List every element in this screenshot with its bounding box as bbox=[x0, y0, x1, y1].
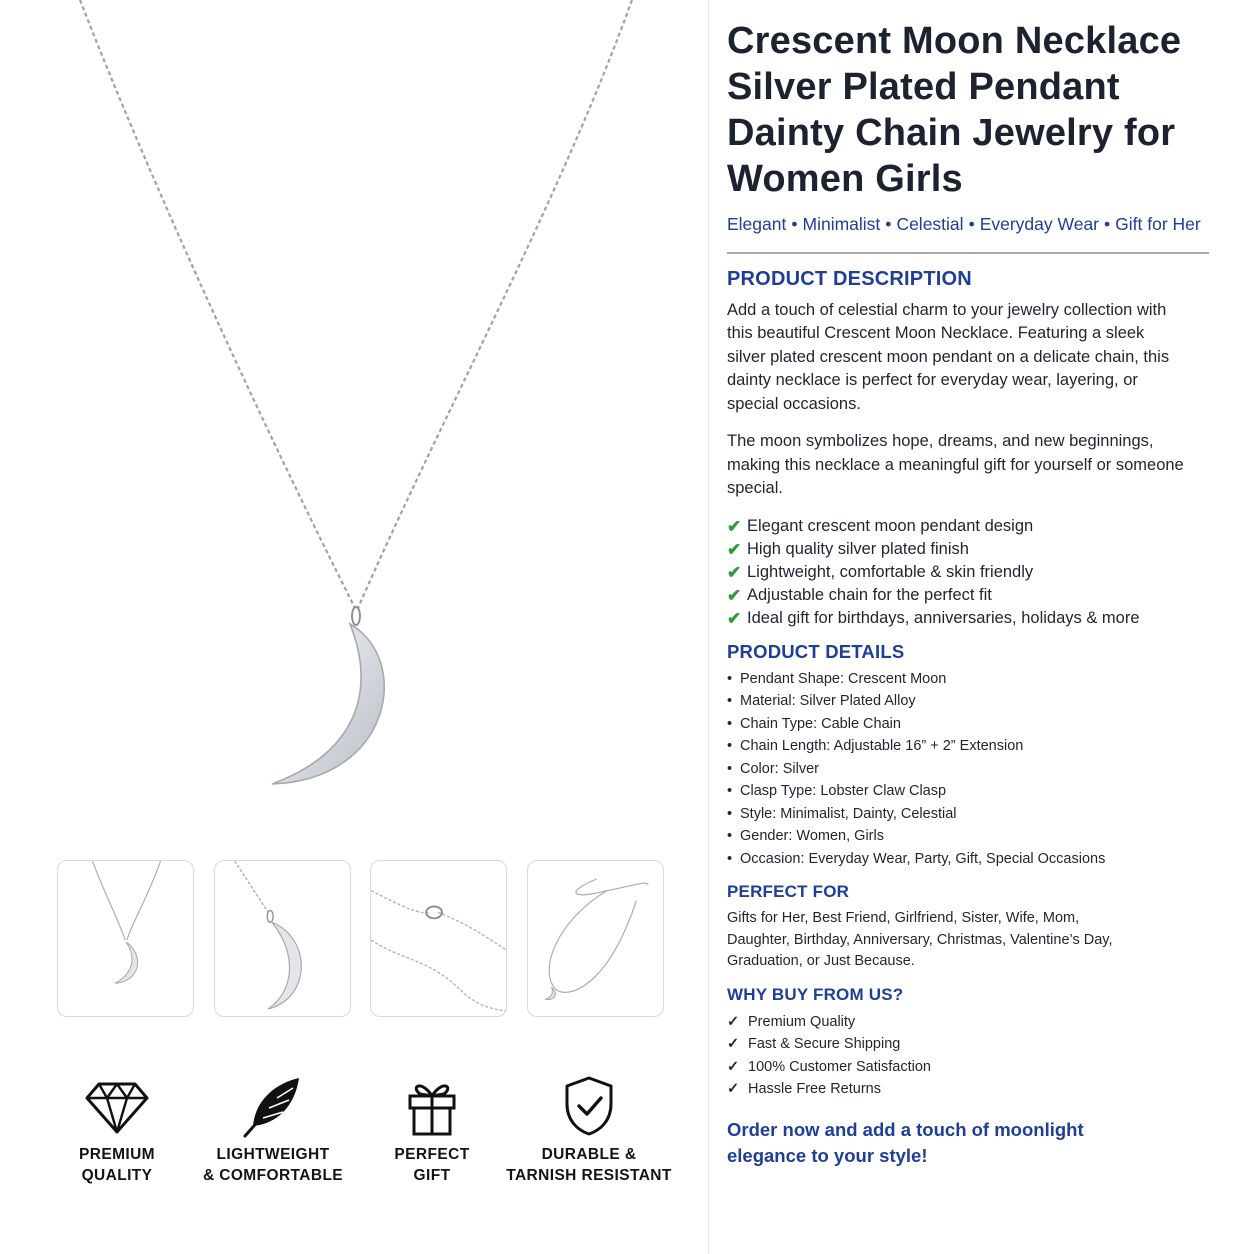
checkmark-icon: ✔ bbox=[727, 585, 742, 605]
feature-label-line1: PERFECT bbox=[394, 1146, 470, 1163]
why-buy-item bbox=[727, 1033, 1217, 1056]
feature-perfect-gift bbox=[342, 1074, 522, 1186]
detail-item: • Occasion: Everyday Wear, Party, Gift, Special Occasions bbox=[727, 848, 1217, 871]
highlight-item bbox=[727, 584, 1147, 607]
highlight-item bbox=[727, 515, 1147, 538]
checkmark-icon: ✔ bbox=[727, 516, 742, 536]
highlight-text: Adjustable chain for the perfect fit bbox=[747, 585, 992, 604]
tag-separator: • bbox=[791, 214, 798, 234]
perfect-for-heading: PERFECT FOR bbox=[727, 882, 850, 901]
tag: Everyday Wear bbox=[979, 214, 1100, 234]
product-main-image[interactable] bbox=[0, 0, 708, 840]
checkmark-icon: ✔ bbox=[727, 539, 742, 559]
checkmark-icon: ✓ bbox=[727, 1013, 740, 1030]
product-info bbox=[727, 18, 1217, 1169]
tag: Gift for Her bbox=[1115, 214, 1201, 234]
why-buy-item bbox=[727, 1011, 1217, 1034]
product-title: Crescent Moon Necklace Silver Plated Pendant Dainty Chain Jewelry for Women Girls bbox=[727, 20, 1182, 200]
feature-label-line2: QUALITY bbox=[81, 1167, 153, 1184]
highlight-text: Lightweight, comfortable & skin friendly bbox=[747, 562, 1034, 581]
product-tagline bbox=[727, 212, 1217, 236]
necklace-full-view-thumbnail bbox=[58, 861, 193, 1016]
detail-item: • Chain Length: Adjustable 16” + 2” Extension bbox=[727, 735, 1217, 758]
why-buy-item bbox=[727, 1056, 1217, 1079]
description-paragraph-2: The moon symbolizes hope, dreams, and new beginnings, making this necklace a meaningful gift for yourself or someone special. bbox=[727, 432, 1184, 497]
tag: Celestial bbox=[896, 214, 964, 234]
tag-separator: • bbox=[968, 214, 975, 234]
checkmark-icon: ✓ bbox=[727, 1036, 740, 1052]
detail-item: • Color: Silver bbox=[727, 758, 1217, 781]
tag: Elegant bbox=[727, 214, 787, 234]
lobster-clasp-thumbnail bbox=[371, 861, 506, 1016]
why-buy-heading: WHY BUY FROM US? bbox=[727, 984, 904, 1004]
detail-item: • Chain Type: Cable Chain bbox=[727, 713, 1217, 736]
tag-separator: • bbox=[1104, 214, 1111, 234]
thumbnail-clasp[interactable] bbox=[370, 860, 507, 1017]
detail-item: • Gender: Women, Girls bbox=[727, 825, 1217, 848]
diamond-icon bbox=[27, 1074, 207, 1138]
pendant-closeup-thumbnail bbox=[215, 861, 350, 1016]
detail-item: • Pendant Shape: Crescent Moon bbox=[727, 668, 1217, 691]
feature-lightweight bbox=[183, 1074, 363, 1186]
why-buy-item bbox=[727, 1078, 1217, 1101]
highlight-text: Elegant crescent moon pendant design bbox=[747, 516, 1034, 535]
necklace-flat-lay-thumbnail bbox=[528, 861, 663, 1016]
feature-label-line1: DURABLE & bbox=[541, 1146, 637, 1163]
highlight-item bbox=[727, 607, 1147, 630]
detail-item: • Clasp Type: Lobster Claw Clasp bbox=[727, 780, 1217, 803]
perfect-for-text: Gifts for Her, Best Friend, Girlfriend, Sister, Wife, Mom, Daughter, Birthday, Anniversary, Christmas, Valentine’s Day, Graduation, or Just Because. bbox=[727, 910, 1113, 969]
detail-item: • Style: Minimalist, Dainty, Celestial bbox=[727, 803, 1217, 826]
thumbnail-full-view[interactable] bbox=[57, 860, 194, 1017]
checkmark-icon: ✔ bbox=[727, 608, 742, 628]
feature-label-line2: GIFT bbox=[413, 1167, 451, 1184]
why-buy-text: 100% Customer Satisfaction bbox=[748, 1058, 931, 1075]
feature-label-line1: LIGHTWEIGHT bbox=[216, 1146, 330, 1163]
highlight-item bbox=[727, 538, 1147, 561]
feather-icon bbox=[183, 1074, 363, 1138]
feature-label-line2: TARNISH RESISTANT bbox=[506, 1167, 672, 1184]
checkmark-icon: ✓ bbox=[727, 1081, 740, 1097]
description-paragraph-1: Add a touch of celestial charm to your jewelry collection with this beautiful Crescent Moon Necklace. Featuring a sleek silver plated crescent moon pendant on a delicate chain, this dainty necklace is perfect for everyday wear, layering, or special occasions. bbox=[727, 300, 1170, 413]
highlights-list bbox=[727, 515, 1217, 630]
checkmark-icon: ✓ bbox=[727, 1058, 740, 1075]
details-list bbox=[727, 668, 1217, 871]
why-buy-list bbox=[727, 1011, 1217, 1101]
checkmark-icon: ✔ bbox=[727, 562, 742, 582]
call-to-action: Order now and add a touch of moonlight elegance to your style! bbox=[727, 1118, 1084, 1166]
column-divider bbox=[708, 0, 709, 1254]
tag: Minimalist bbox=[802, 214, 881, 234]
thumbnail-flat-lay[interactable] bbox=[527, 860, 664, 1017]
thumbnail-pendant-closeup[interactable] bbox=[214, 860, 351, 1017]
highlight-item bbox=[727, 561, 1147, 584]
tag-separator: • bbox=[885, 214, 892, 234]
highlight-text: Ideal gift for birthdays, anniversaries, holidays & more bbox=[747, 608, 1140, 627]
description-heading: PRODUCT DESCRIPTION bbox=[727, 267, 972, 290]
section-divider bbox=[727, 252, 1209, 254]
shield-check-icon bbox=[499, 1074, 679, 1138]
detail-item: • Material: Silver Plated Alloy bbox=[727, 690, 1217, 713]
details-heading: PRODUCT DETAILS bbox=[727, 640, 905, 662]
gift-icon bbox=[342, 1074, 522, 1138]
feature-label-line2: & COMFORTABLE bbox=[202, 1167, 344, 1184]
why-buy-text: Hassle Free Returns bbox=[748, 1081, 881, 1097]
why-buy-text: Premium Quality bbox=[748, 1013, 856, 1030]
feature-premium-quality bbox=[27, 1074, 207, 1186]
feature-label-line1: PREMIUM bbox=[79, 1146, 155, 1163]
highlight-text: High quality silver plated finish bbox=[747, 539, 969, 558]
why-buy-text: Fast & Secure Shipping bbox=[748, 1036, 901, 1052]
feature-durable bbox=[499, 1074, 679, 1186]
